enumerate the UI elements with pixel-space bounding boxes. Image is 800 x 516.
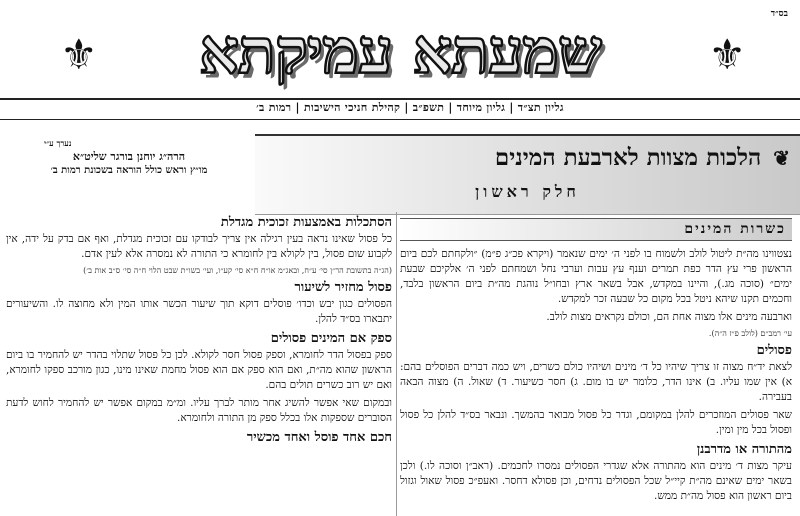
right-column [400, 212, 792, 516]
fleur-de-lis-icon: ⚜ [708, 30, 746, 79]
prepared-by-label: נערך ע״י [44, 138, 72, 148]
issue-line: גליון תצ״ד | גליון מיוחד | תשפ״ב | קהילת חניכי הישיבות | רמות ב׳ [256, 101, 564, 114]
subheading: פסול מחזיר לשיעור [294, 280, 392, 295]
subheading: הסתכלות באמצעות זכוכית מגדלת [220, 215, 392, 230]
paragraph: ספק בפסול הדר לחומרא, וספק פסול חסר לקולא. לכן כל פסול שתלוי בהדר יש להחמיר בו ביום הראשון שהוא מה״ת, ואם הוא ספק אם הוא פסול מחמת שאינו מינו, כגון מורכב ספקו לחומרא, ואם יש רוב כשרים תולים בהם. [6, 349, 392, 391]
masthead-title: שמעתא עמיקתא [199, 15, 601, 88]
main-title [495, 144, 790, 171]
paragraph: הפסולים כגון יבש וכדו׳ פוסלים דוקא תוך שיעור הכשר אותו המין ולא מחוצה לו. והשיעורים יתבארו בס״ד להלן. [6, 298, 392, 325]
author-role: מו״ץ וראש כולל הוראה בשכונת רמות ב׳ [50, 165, 208, 176]
main-title-text: הלכות מצוות לארבעת המינים [494, 144, 762, 171]
subheading: פסולים [756, 343, 792, 358]
author-block [4, 136, 254, 178]
subheading: מהתורה או מדרבנן [696, 442, 792, 457]
fleur-de-lis-icon: ⚜ [60, 30, 98, 79]
section-title: כשרות המינים [400, 218, 792, 241]
paragraph: ובמקום שאי אפשר להשיג אחר מותר לברך עליו. ומ״מ במקום אפשר יש להחמיר לחוש לדעת הסוברים שספקות אלו בכלל ספק מן התורה ולחומרא. [6, 397, 392, 424]
paragraph: עיקר מצות ד׳ מינים הוא מהתורה אלא שגדרי הפסולים נמסרו לחכמים. (ראב״ן וסוכה לו.) ולכן בשאר ימים שאינם מה״ת קיי״ל שכל הפסולים נדחים, וכן פסולא דחסר. ואעפ״כ פסול שאול וגזול ביום ראשון הוא פסול מה״ת ממש. [400, 460, 792, 502]
subtitle: חלק ראשון [475, 182, 580, 201]
footnote: (הג״ה בתשובת הר״ן סי׳ ע״ח, ובאג״מ או״ח ח״א סי׳ קע״ו, ועי׳ בשו״ת שבט הלוי ח״ה סי׳ ס״ב אות ב׳) [83, 266, 392, 275]
divider [0, 119, 800, 120]
paragraph: כל פסול שאינו נראה בעין רגילה אין צריך לבודקו עם זכוכית מגדלת, ואף אם בדק על ידה, אין לקבוע שום פסול, בין לקולא בין לחומרא כי התורה לא נמסרה אלא לעין אדם. [6, 233, 392, 260]
paragraph: שאר פסולים המוזכרים להלן במקומם, וגדר כל פסול מבואר בהמשך. ונבאר בס״ד להלן כל פסול ופסול בכל מין ומין. [400, 409, 792, 436]
bsd-mark: בס״ד [770, 9, 788, 19]
column-divider [396, 212, 397, 516]
masthead [0, 6, 800, 98]
ornament-icon: ❦ [773, 146, 790, 170]
subheading: חכם אחד פוסל ואחד מכשיר [246, 430, 392, 445]
footnote: עי׳ רמב״ם (לולב פ״ז ה״ה). [708, 329, 792, 338]
paragraph: נצטווינו מה״ת ליטול לולב ולשמוח בו לפני ה׳ ימים שנאמר (ויקרא פכ״ג פ״מ) ״ולקחתם לכם ביום הראשון פרי עץ הדר כפת תמרים וענף עץ עבות וערבי נחל ושמחתם לפני ה׳ אלקיכם שבעת ימים״ (סוכה מג.), והיינו במקדש, אבל בשאר ארץ ובחו״ל נוהגת מה״ת ביום הראשון בלבד, וחכמים תקנו שיהא ניטל בכל מקום כל שבעה זכר למקדש. [400, 248, 792, 305]
author-name: הרה״ג יוחנן בורגר שליט״א [72, 150, 186, 163]
left-column [6, 212, 392, 516]
paragraph: לצאת יד״ח מצוה זו צריך שיהיו כל ד׳ מינים ושיהיו כולם כשרים, ויש כמה דברים הפוסלים בהם: א) אין שמו עליו. ב) אינו הדר, כלומר יש בו מום. ג) חסר כשיעור. ד) שאול. ה) מצוה הבאה בעבירה. [400, 361, 792, 403]
subheading: ספק אם המינים פסולים [270, 331, 392, 346]
divider [0, 98, 800, 100]
article-header [255, 134, 800, 215]
paragraph: וארבעה מינים אלו מצוה אחת הם, וכולם נקראים מצות לולב. [546, 311, 792, 323]
